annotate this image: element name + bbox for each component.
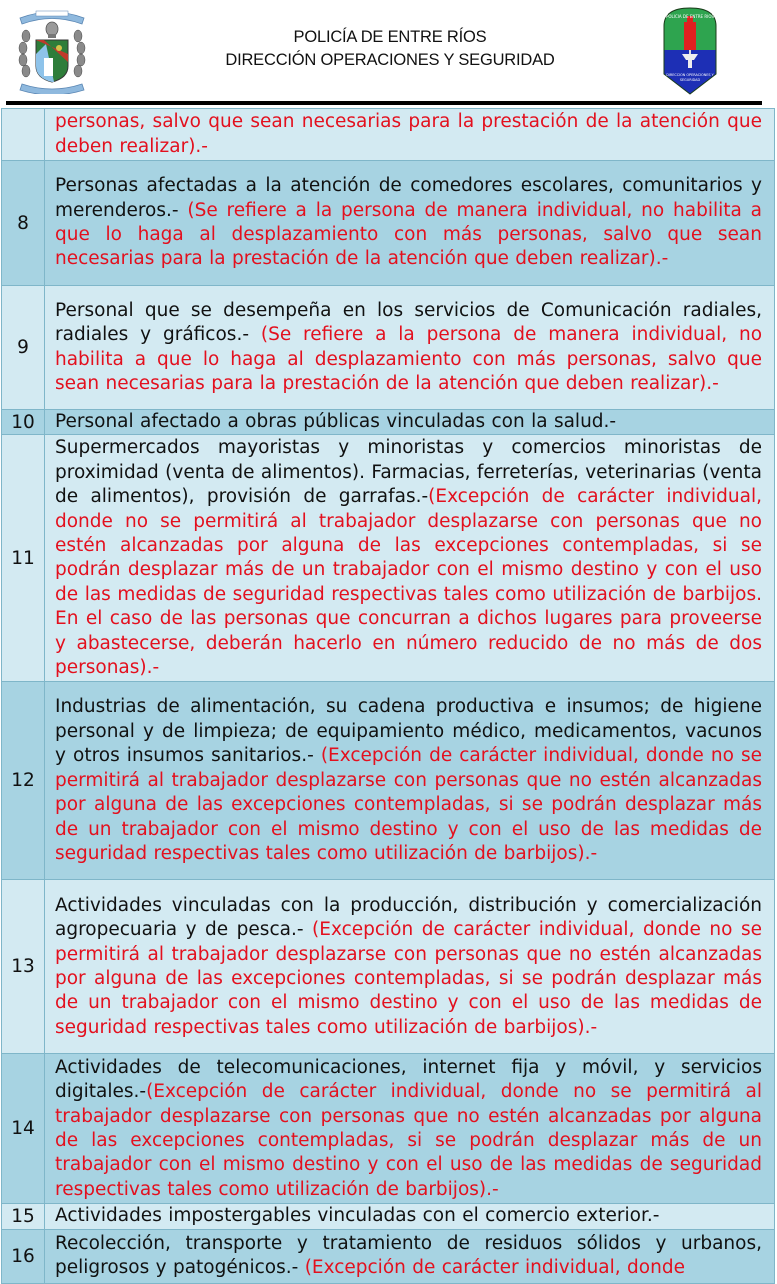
row-note: (Excepción de carácter individual, donde no se permitirá al trabajador desplazarse con personas que no estén alcanzadas por alguna de las excepciones contempladas, si se podrán desplazar más de un trabajador con el mismo destino y con el uso de las medidas de seguridad respectivas tales como utilización de barbijos).- — [55, 745, 762, 864]
row-description — [45, 1229, 775, 1283]
row-description — [45, 109, 775, 161]
row-text: Recolección, transporte y tratamiento de residuos sólidos y urbanos, peligrosos y patogénicos.- — [55, 1232, 762, 1279]
row-description — [45, 880, 775, 1054]
table-row — [2, 161, 775, 286]
row-text: Actividades vinculadas con la producción, distribución y comercialización agropecuaria y de pesca.- — [55, 894, 762, 941]
table-row — [2, 1229, 775, 1283]
row-number — [2, 109, 45, 161]
exceptions-table — [1, 108, 775, 1284]
table-row — [2, 880, 775, 1054]
header-divider — [6, 101, 762, 105]
table-row — [2, 435, 775, 682]
table-row — [2, 286, 775, 410]
row-text: Personas afectadas a la atención de comedores escolares, comunitarios y merenderos.- — [55, 175, 762, 221]
row-note: (Excepción de carácter individual, donde no se permitirá al trabajador desplazarse con personas que no estén alcanzadas por alguna de las excepciones contempladas, si se podrán desplazar más de un trabajador con el mismo destino y con el uso de las medidas de seguridad respectivas tales como utilización de barbijos).- — [55, 1081, 762, 1200]
row-text: Actividades impostergables vinculadas con el comercio exterior.- — [55, 1205, 660, 1227]
row-note: (Excepción de carácter individual, donde no se permitirá al trabajador desplazarse con personas que no estén alcanzadas por alguna de las excepciones contempladas, si se podrán desplazar más de un trabajador con el mismo destino y con el uso de las medidas de seguridad respectivas tales como utilización de barbijos).- — [55, 919, 762, 1038]
row-number: 14 — [2, 1054, 45, 1204]
row-number: 8 — [2, 161, 45, 286]
svg-text:SEGURIDAD: SEGURIDAD — [679, 78, 701, 82]
row-note: (Se refiere a la persona de manera individual, no habilita a que lo haga al desplazamiento con más personas, salvo que sean necesarias para la prestación de la atención que deben realizar).- — [55, 199, 762, 270]
row-description — [45, 286, 775, 410]
row-number: 9 — [2, 286, 45, 410]
row-note: (Excepción de carácter individual, donde no se permitirá al trabajador desplazarse con personas que no estén alcanzadas por alguna de las excepciones contempladas, si se podrán desplazar más de un trabajador con el mismo destino y con el uso de las medidas de seguridad respectivas tales como utilización de barbijos. En el caso de las personas que concurran a dichos lugares para proveerse y abastecerse, deberán hacerlo en número reducido de no más de dos personas).- — [55, 486, 762, 679]
row-description — [45, 161, 775, 286]
svg-text:DIRECCION OPERACIONES Y: DIRECCION OPERACIONES Y — [666, 73, 714, 77]
title-line-1: POLICÍA DE ENTRE RÍOS — [293, 28, 487, 46]
table-row — [2, 1204, 775, 1229]
row-text: Industrias de alimentación, su cadena productiva e insumos; de higiene personal y de limpieza; de equipamiento médico, medicamentos, vacunos y otros insumos sanitarios.- — [55, 696, 762, 767]
title-line-2: DIRECCIÓN OPERACIONES Y SEGURIDAD — [225, 51, 555, 69]
row-number: 12 — [2, 682, 45, 880]
row-note: (Se refiere a la persona de manera individual, no habilita a que lo haga al desplazamiento con más personas, salvo que sean necesarias para la prestación de la atención que deben realizar).- — [55, 324, 763, 394]
row-number: 13 — [2, 880, 45, 1054]
document-title — [150, 26, 630, 72]
row-note: (Excepción de carácter individual, donde — [304, 1257, 685, 1279]
row-text: Actividades de telecomunicaciones, internet fija y móvil, y servicios digitales.- — [55, 1056, 762, 1103]
row-description — [45, 435, 775, 682]
row-number: 11 — [2, 435, 45, 682]
table-row — [2, 1054, 775, 1204]
row-note: personas, salvo que sean necesarias para la prestación de la atención que deben realizar).- — [55, 111, 762, 157]
row-text: Personal afectado a obras públicas vinculadas con la salud.- — [55, 411, 617, 432]
row-text: Supermercados mayoristas y minoristas y comercios minoristas de proximidad (venta de alimentos). Farmacias, ferreterías, veterinarias (venta de alimentos), provisión de garrafas.- — [55, 437, 762, 508]
row-description — [45, 1054, 775, 1204]
svg-text:POLICIA DE ENTRE RIOS: POLICIA DE ENTRE RIOS — [665, 14, 715, 19]
table-row — [2, 410, 775, 435]
direccion-operaciones-shield-icon — [660, 4, 720, 96]
row-description — [45, 1204, 775, 1229]
row-description — [45, 410, 775, 435]
row-number: 15 — [2, 1204, 45, 1229]
row-description — [45, 682, 775, 880]
row-number: 16 — [2, 1229, 45, 1283]
table-row — [2, 682, 775, 880]
document-header — [0, 0, 777, 100]
table-row — [2, 109, 775, 161]
row-text: Personal que se desempeña en los servicios de Comunicación radiales, radiales y gráficos.- — [55, 299, 762, 346]
row-number: 10 — [2, 410, 45, 435]
police-coat-of-arms-icon — [12, 4, 92, 94]
